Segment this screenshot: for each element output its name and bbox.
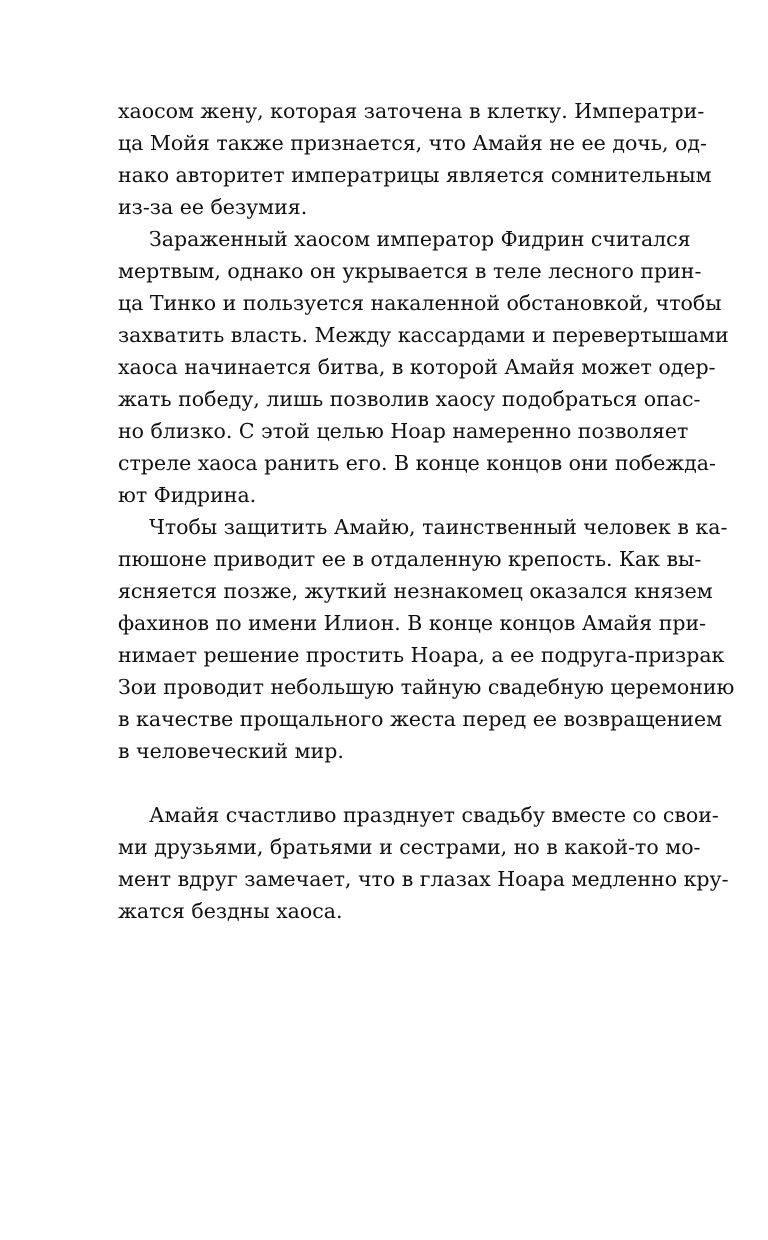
text-line: ца Мойя также признается, что Амайя не ее дочь, од- <box>118 131 707 155</box>
text-line: ют Фидрина. <box>118 483 257 507</box>
text-line: пюшоне приводит ее в отдаленную крепость. Как вы- <box>118 547 702 571</box>
paragraph-1 <box>118 95 712 223</box>
paragraph-3 <box>118 511 735 767</box>
text-line: в качестве прощального жеста перед ее возвращением <box>118 707 723 731</box>
text-line: ясняется позже, жуткий незнакомец оказался князем <box>118 579 713 603</box>
text-line: Зараженный хаосом император Фидрин считался <box>149 227 691 251</box>
text-line: мент вдруг замечает, что в глазах Ноара медленно кру- <box>118 867 729 891</box>
text-line: Зои проводит небольшую тайную свадебную церемонию <box>118 675 735 699</box>
text-line: мертвым, однако он укрывается в теле лесного прин- <box>118 259 702 283</box>
text-line: хаоса начинается битва, в которой Амайя может одер- <box>118 355 716 379</box>
book-page-text <box>118 95 735 927</box>
text-line: Амайя счастливо празднует свадьбу вместе со свои- <box>149 803 719 827</box>
text-line: в человеческий мир. <box>118 739 344 763</box>
text-line: жать победу, лишь позволив хаосу подобраться опас- <box>118 387 701 411</box>
text-line: хаосом жену, которая заточена в клетку. Императри- <box>118 99 705 123</box>
text-line: нимает решение простить Ноара, а ее подруга-призрак <box>118 643 725 667</box>
text-line: ца Тинко и пользуется накаленной обстановкой, чтобы <box>118 291 722 315</box>
text-line: нако авторитет императрицы является сомнительным <box>118 163 712 187</box>
text-line: Чтобы защитить Амайю, таинственный человек в ка- <box>149 515 728 539</box>
text-line: ми друзьями, братьями и сестрами, но в какой-то мо- <box>118 835 701 859</box>
paragraph-2 <box>118 223 729 511</box>
section-break <box>118 767 682 799</box>
text-line: но близко. С этой целью Ноар намеренно позволяет <box>118 419 689 443</box>
text-line: захватить власть. Между кассардами и перевертышами <box>118 323 729 347</box>
text-line: из-за ее безумия. <box>118 195 308 219</box>
text-line: стреле хаоса ранить его. В конце концов они побежда- <box>118 451 716 475</box>
text-line: фахинов по имени Илион. В конце концов Амайя при- <box>118 611 707 635</box>
paragraph-4 <box>118 799 729 927</box>
text-line: жатся бездны хаоса. <box>118 899 343 923</box>
